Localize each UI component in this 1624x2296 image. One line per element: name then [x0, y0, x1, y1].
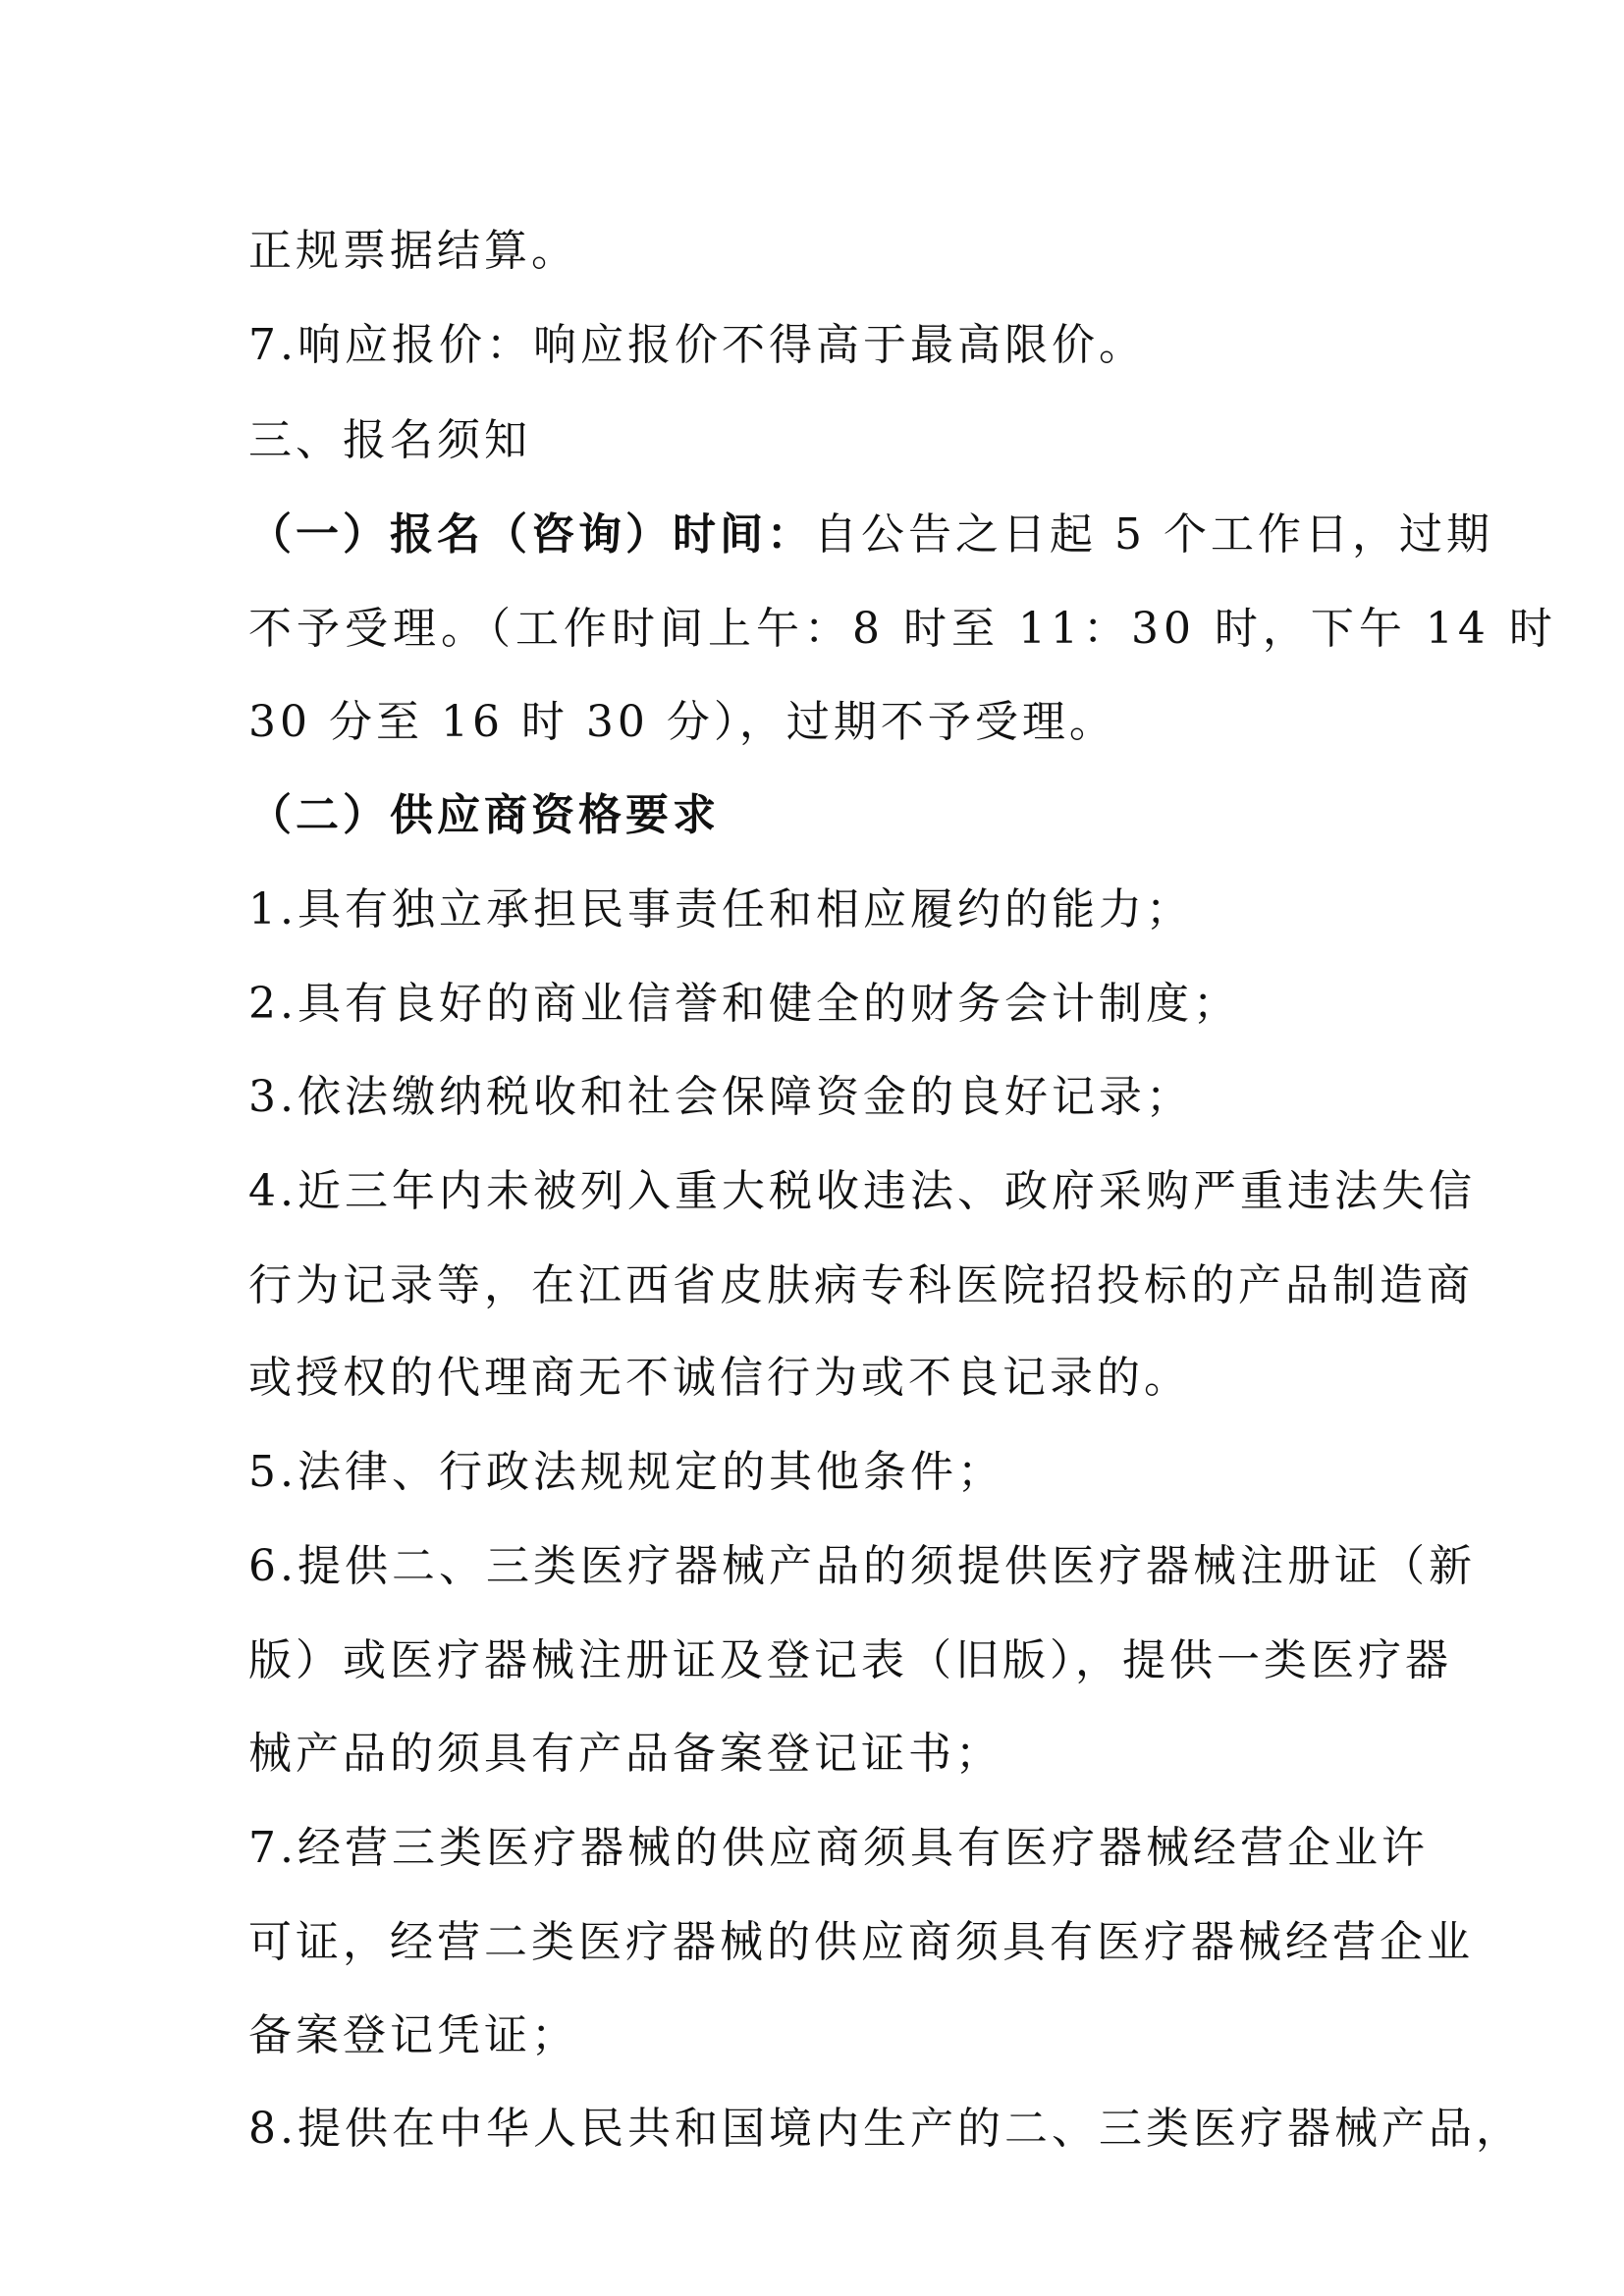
body-text-line: 行为记录等，在江西省皮肤病专科医院招投标的产品制造商	[248, 1260, 1474, 1310]
body-text-line: 或授权的代理商无不诚信行为或不良记录的。	[248, 1353, 1191, 1403]
body-text-line: 不予受理。（工作时间上午：8 时至 11：30 时，下午 14 时	[248, 604, 1557, 654]
qualification-item-4: 4.近三年内未被列入重大税收违法、政府采购严重违法失信	[248, 1166, 1476, 1216]
body-text-line: 正规票据结算。	[248, 226, 578, 276]
response-price-item: 7.响应报价：响应报价不得高于最高限价。	[248, 320, 1146, 370]
registration-time-text: 自公告之日起 5 个工作日，过期	[814, 509, 1493, 560]
qualification-item-3: 3.依法缴纳税收和社会保障资金的良好记录；	[248, 1072, 1193, 1122]
body-text-line: 30 分至 16 时 30 分），过期不予受理。	[248, 697, 1116, 747]
registration-time-line	[248, 506, 1493, 564]
qualification-item-1: 1.具有独立承担民事责任和相应履约的能力；	[248, 884, 1193, 934]
qualification-item-6: 6.提供二、三类医疗器械产品的须提供医疗器械注册证（新	[248, 1541, 1476, 1591]
qualification-item-5: 5.法律、行政法规规定的其他条件；	[248, 1447, 1004, 1497]
qualification-item-8: 8.提供在中华人民共和国境内生产的二、三类医疗器械产品，	[248, 2104, 1523, 2154]
body-text-line: 备案登记凭证；	[248, 2010, 578, 2060]
body-text-line: 可证，经营二类医疗器械的供应商须具有医疗器械经营企业	[248, 1917, 1474, 1967]
registration-time-label: （一）报名（咨询）时间：	[248, 509, 814, 560]
qualification-item-7: 7.经营三类医疗器械的供应商须具有医疗器械经营企业许	[248, 1823, 1429, 1873]
body-text-line: 械产品的须具有产品备案登记证书；	[248, 1729, 1002, 1779]
body-text-line: 版）或医疗器械注册证及登记表（旧版），提供一类医疗器	[248, 1635, 1452, 1685]
subsection-heading-qualifications: （二）供应商资格要求	[248, 790, 720, 840]
section-heading-registration: 三、报名须知	[248, 415, 531, 465]
qualification-item-2: 2.具有良好的商业信誉和健全的财务会计制度；	[248, 979, 1240, 1029]
